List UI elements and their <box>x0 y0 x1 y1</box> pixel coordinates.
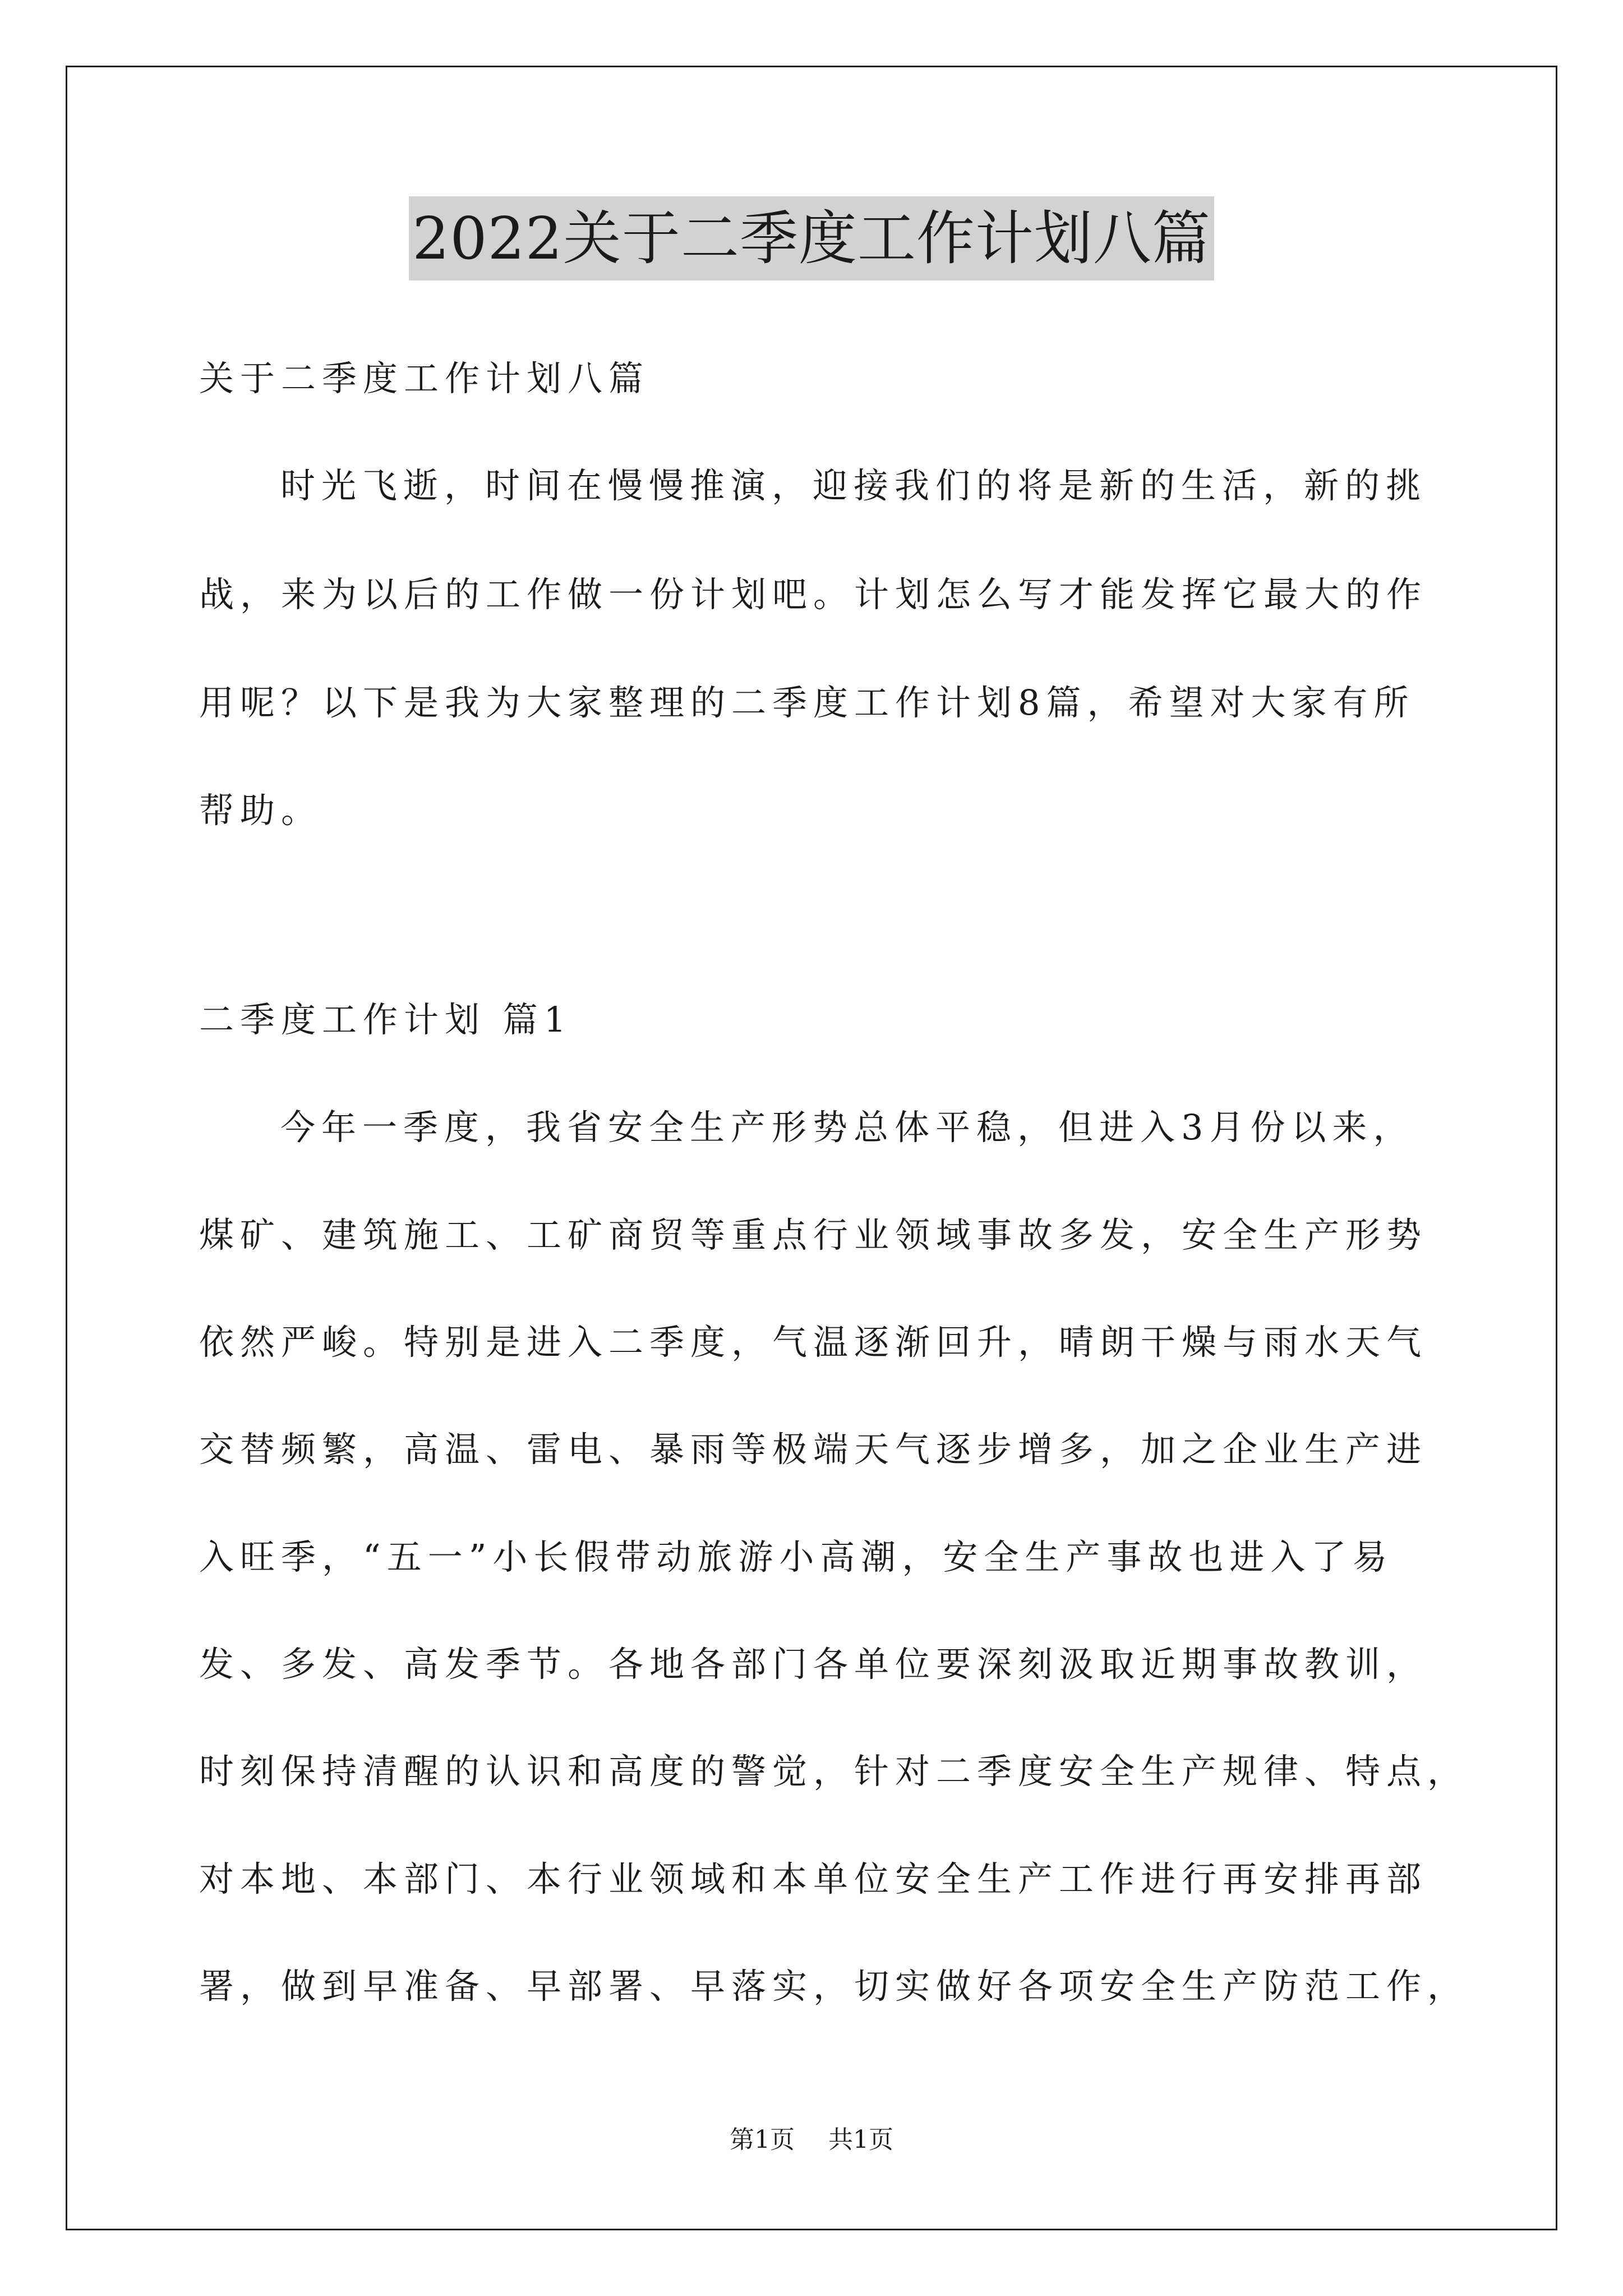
document-title: 2022关于二季度工作计划八篇 <box>409 196 1214 280</box>
body-line: 署，做到早准备、早部署、早落实，切实做好各项安全生产防范工作， <box>199 1966 1469 2007</box>
document-subtitle: 关于二季度工作计划八篇 <box>199 358 650 399</box>
body-line: 发、多发、高发季节。各地各部门各单位要深刻汲取近期事故教训， <box>199 1644 1428 1685</box>
page-number: 第1页 <box>730 2125 795 2154</box>
intro-line: 战，来为以后的工作做一份计划吧。计划怎么写才能发挥它最大的作 <box>199 574 1428 615</box>
section-heading: 二季度工作计划 篇1 <box>199 999 573 1040</box>
body-line: 时刻保持清醒的认识和高度的警觉，针对二季度安全生产规律、特点， <box>199 1751 1469 1792</box>
intro-line: 用呢？以下是我为大家整理的二季度工作计划8篇，希望对大家有所 <box>199 682 1415 723</box>
body-line: 煤矿、建筑施工、工矿商贸等重点行业领域事故多发，安全生产形势 <box>199 1214 1428 1255</box>
intro-line: 帮助。 <box>199 790 322 831</box>
body-line: 入旺季，“五一”小长假带动旅游小高潮，安全生产事故也进入了易 <box>199 1536 1394 1577</box>
body-line: 今年一季度，我省安全生产形势总体平稳，但进入3月份以来， <box>280 1107 1414 1148</box>
body-line: 依然严峻。特别是进入二季度，气温逐渐回升，晴朗干燥与雨水天气 <box>199 1322 1428 1363</box>
title-container <box>0 196 1623 280</box>
body-line: 对本地、本部门、本行业领域和本单位安全生产工作进行再安排再部 <box>199 1858 1428 1899</box>
body-line: 交替频繁，高温、雷电、暴雨等极端天气逐步增多，加之企业生产进 <box>199 1429 1428 1470</box>
page-total: 共1页 <box>828 2125 893 2154</box>
page-footer <box>0 2123 1623 2157</box>
intro-line: 时光飞逝，时间在慢慢推演，迎接我们的将是新的生活，新的挑 <box>280 465 1427 506</box>
